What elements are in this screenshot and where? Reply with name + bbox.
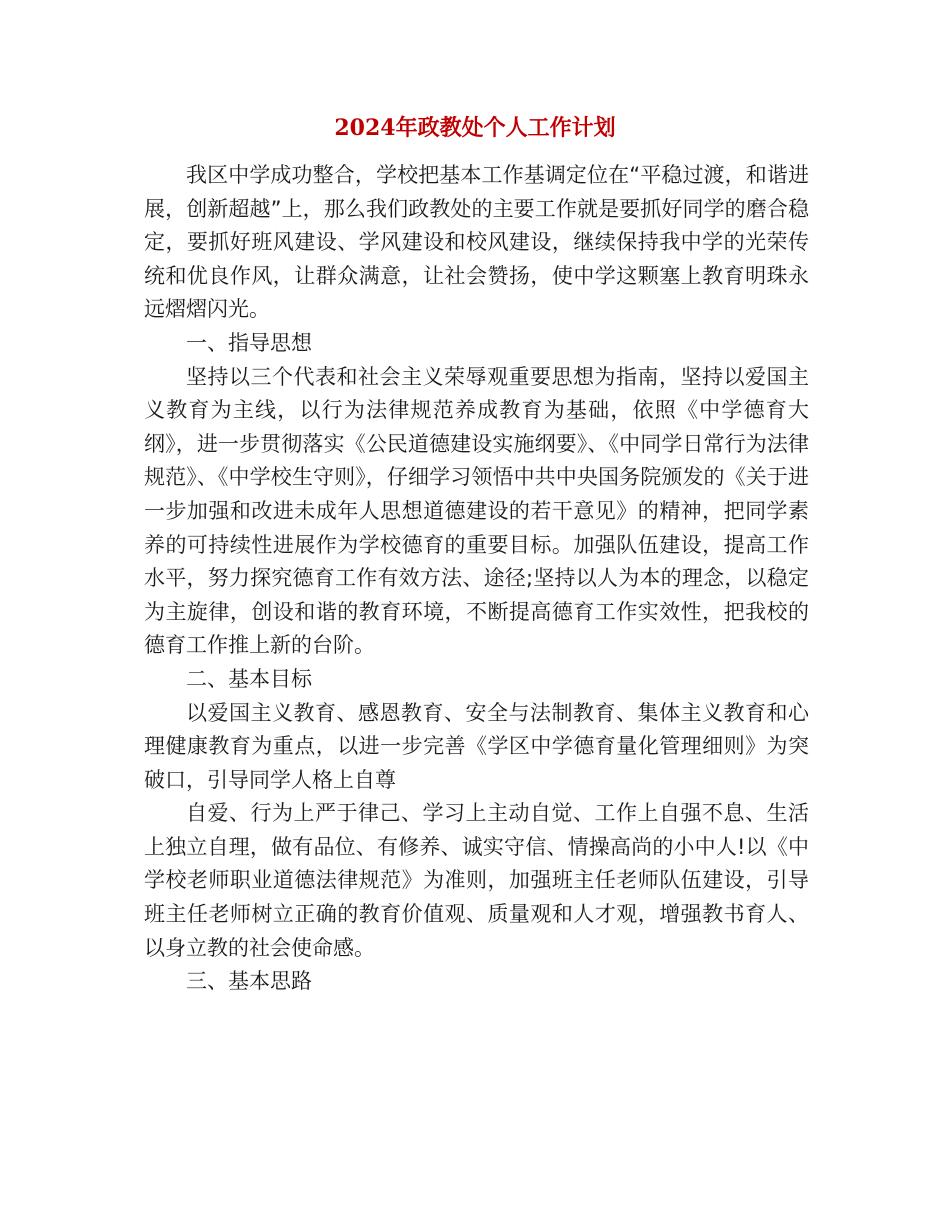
document-body xyxy=(144,159,809,999)
section-heading-basic-approach: 三、基本思路 xyxy=(186,969,312,994)
basic-goals-continuation-paragraph: 自爱、行为上严于律己、学习上主动自觉、工作上自强不息、生活上独立自理，做有品位、有修养、诚实守信、情操高尚的小中人!以《中学校老师职业道德法律规范》为准则，加强班主任老师队伍建设，引导班主任老师树立正确的教育价值观、质量观和人才观，增强教书育人、以身立教的社会使命感。 xyxy=(144,801,809,960)
section-heading-guiding-ideology: 一、指导思想 xyxy=(186,330,312,355)
basic-goals-paragraph: 以爱国主义教育、感恩教育、安全与法制教育、集体主义教育和心理健康教育为重点，以进一步完善《学区中学德育量化管理细则》为突破口，引导同学人格上自尊 xyxy=(144,700,809,792)
document-title: 2024年政教处个人工作计划 xyxy=(334,115,616,141)
section-heading-basic-goals: 二、基本目标 xyxy=(186,666,312,691)
intro-paragraph: 我区中学成功整合，学校把基本工作基调定位在“平稳过渡，和谐进展，创新超越”上，那么我们政教处的主要工作就是要抓好同学的磨合稳定，要抓好班风建设、学风建设和校风建设，继续保持我中学的光荣传统和优良作风，让群众满意，让社会赞扬，使中学这颗塞上教育明珠永远熠熠闪光。 xyxy=(144,163,809,322)
guiding-ideology-paragraph: 坚持以三个代表和社会主义荣辱观重要思想为指南，坚持以爱国主义教育为主线，以行为法律规范养成教育为基础，依照《中学德育大纲》，进一步贯彻落实《公民道德建设实施纲要》、《中同学日常行为法律规范》、《中学校生守则》，仔细学习领悟中共中央国务院颁发的《关于进一步加强和改进未成年人思想道德建设的若干意见》的精神，把同学素养的可持续性进展作为学校德育的重要目标。加强队伍建设，提高工作水平，努力探究德育工作有效方法、途径;坚持以人为本的理念，以稳定为主旋律，创设和谐的教育环境，不断提高德育工作实效性，把我校的德育工作推上新的台阶。 xyxy=(144,364,809,658)
